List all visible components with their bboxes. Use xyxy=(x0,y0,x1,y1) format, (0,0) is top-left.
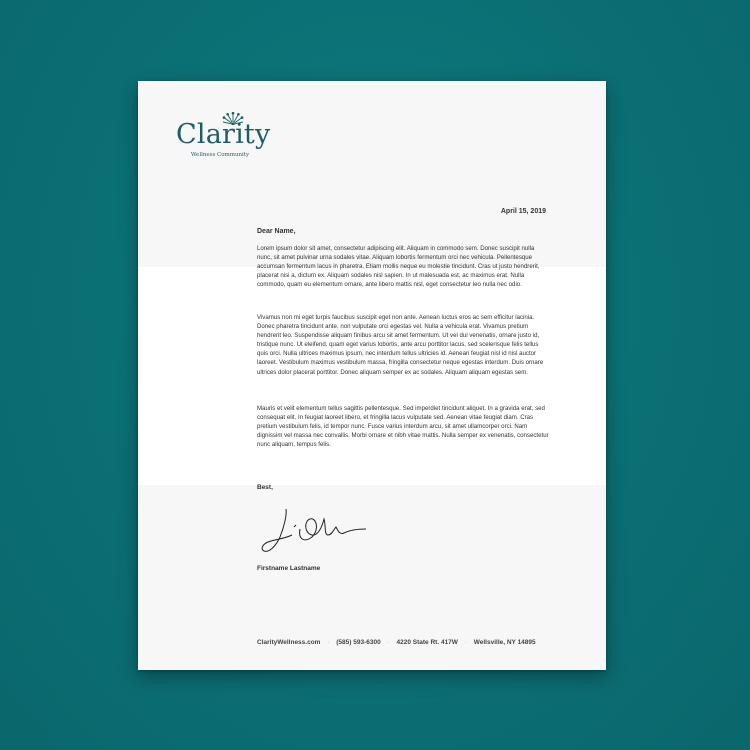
body-paragraph-2: Vivamus non mi eget turpis faucibus suscipit eget non ante. Aenean luctus eros ac sem efficitur lacinia. Donec pharetra tincidunt ante, non vulputate orci egestas vel. Nulla a vehicula erat. Vivamus pretium hendrerit leo. Suspendisse aliquam finibus arcu sit amet fermentum. Ut vel dui venenatis, ornare justo id, tristique nunc. Ut eleifend, quam eget varius lobortis, ante arcu porttitor lacus, sed scelerisque felis tellus quis orci. Nulla ultrices maximus ipsum, nec interdum tellus ultricies id. Aenean feugiat nisl id nisl auctor laoreet. Vestibulum maximus vestibulum massa, fringilla consectetur neque egestas interdum. Duis ornare ultrices dolor placerat porttitor. Donec aliquam semper ex ac sodales. Aliquam aliquam egestas sem. xyxy=(257,314,544,376)
footer-phone: (585) 593-6300 xyxy=(336,639,381,646)
footer-address: 4220 State Rt. 417W xyxy=(396,639,458,646)
footer-separator: · xyxy=(327,639,330,646)
letterhead-page xyxy=(138,81,606,670)
footer-city: Wellsville, NY 14895 xyxy=(473,639,536,646)
salutation: Dear Name, xyxy=(257,228,296,235)
signer-name: Firstname Lastname xyxy=(257,565,321,572)
body-paragraph-1: Lorem ipsum dolor sit amet, consectetur adipiscing elit. Aliquam in commodo sem. Donec suscipit nulla nunc, sit amet pulvinar urna sodales vitae. Aliquam lobortis fermentum orci nec vehicula. Pellentesque accumsan fermentum lacus in pharetra. Etiam mollis neque eu molestie tincidunt. Cras ut justo hendrerit, placerat nisi a, dictum ex. Aliquam sodales nisl sapien. In ut malesuada est, ac maximus erat. Nulla commodo, quam eu elementum ornare, ante libero mattis nisl, eget consectetur leo nulla nec odio. xyxy=(257,245,540,289)
footer-separator: · xyxy=(387,639,390,646)
handwritten-signature xyxy=(254,505,374,557)
letterhead-footer xyxy=(257,639,536,646)
footer-separator: · xyxy=(464,639,467,646)
logo-tagline: Wellness Community xyxy=(190,152,250,158)
clarity-logo xyxy=(176,119,271,169)
letter-date: April 15, 2019 xyxy=(500,208,546,215)
footer-website: ClarityWellness.com xyxy=(257,639,321,646)
letter-closing: Best, xyxy=(257,484,273,491)
body-paragraph-3: Mauris et velit elementum tellus sagittis pellentesque. Sed imperdiet tincidunt aliquet. In a gravida erat, sed consequat elit. In feugiat laoreet libero, et fringilla lacus vulputate sed. Aenean vitae feugiat diam. Cras pretium vestibulum felis, id tempor nunc. Fusce varius interdum arcu, sit amet ullamcorper orci. Nam dignissim vel massa nec convallis. Morbi ornare et nibh vitae mattis. Nulla semper ex venenatis, consectetur nunc aliquam, tempus felis. xyxy=(257,405,549,449)
logo-wordmark: Clarity xyxy=(176,119,271,150)
